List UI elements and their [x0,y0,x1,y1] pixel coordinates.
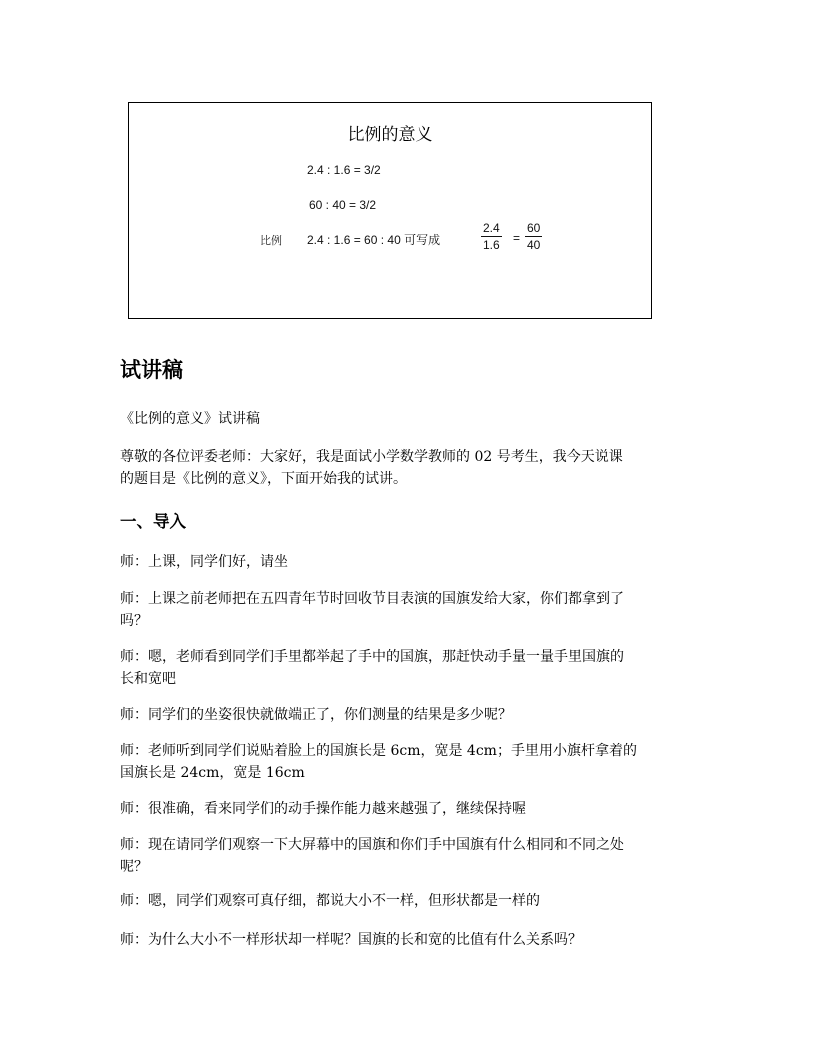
paragraph-line: 师：为什么大小不一样形状却一样呢？国旗的长和宽的比值有什么关系吗？ [120,932,582,948]
paragraph-line: 呢？ [120,859,148,875]
paragraph-line: 师：很准确，看来同学们的动手操作能力越来越强了，继续保持喔 [120,801,526,817]
intro-line: 的题目是《比例的意义》，下面开始我的试讲。 [120,471,407,487]
dialogue-paragraph [120,890,700,912]
figure-ratio-label: 比例 [260,234,282,247]
fraction-left [481,222,502,252]
ratio-figure [128,102,652,319]
paragraph-line: 师：同学们的坐姿很快就做端正了，你们测量的结果是多少呢？ [120,707,512,723]
figure-line-2: 60 : 40 = 3/2 [309,198,377,212]
intro-paragraph [120,446,700,490]
dialogue-paragraph [120,740,700,784]
dialogue-paragraph [120,588,700,632]
fraction-right [525,222,542,252]
dialogue-paragraph [120,646,700,690]
fraction-equals: = [513,231,521,245]
paragraph-line: 长和宽吧 [120,671,176,687]
document-title: 试讲稿 [120,358,183,382]
document-subtitle: 《比例的意义》试讲稿 [120,411,260,427]
dialogue-paragraph [120,798,700,820]
fraction-right-numerator: 60 [527,221,541,235]
dialogue-paragraph [120,704,700,726]
fraction-left-numerator: 2.4 [483,221,500,235]
fraction-left-denominator: 1.6 [483,238,500,252]
dialogue-paragraph [120,929,700,951]
paragraph-line: 师：嗯，同学们观察可真仔细，都说大小不一样，但形状都是一样的 [120,893,540,909]
section-heading: 一、导入 [120,512,186,531]
paragraph-line: 师：嗯，老师看到同学们手里都举起了手中的国旗，那赶快动手量一量手里国旗的 [120,649,624,665]
paragraph-line: 国旗长是 24cm，宽是 16cm [120,765,305,781]
paragraph-line: 师：老师听到同学们说贴着脸上的国旗长是 6cm，宽是 4cm；手里用小旗杆拿着的 [120,743,637,759]
intro-line: 尊敬的各位评委老师：大家好，我是面试小学数学教师的 02 号考生，我今天说课 [120,449,623,465]
paragraph-line: 吗？ [120,613,148,629]
dialogue-paragraph [120,834,700,878]
dialogue-paragraph [120,551,700,573]
paragraph-line: 师：上课，同学们好，请坐 [120,554,288,570]
figure-line-3: 2.4 : 1.6 = 60 : 40 可写成 [307,233,441,247]
figure-title: 比例的意义 [347,125,433,145]
paragraph-line: 师：上课之前老师把在五四青年节时回收节目表演的国旗发给大家，你们都拿到了 [120,591,624,607]
paragraph-line: 师：现在请同学们观察一下大屏幕中的国旗和你们手中国旗有什么相同和不同之处 [120,837,624,853]
figure-line-1: 2.4 : 1.6 = 3/2 [307,163,381,177]
fraction-right-denominator: 40 [527,238,541,252]
